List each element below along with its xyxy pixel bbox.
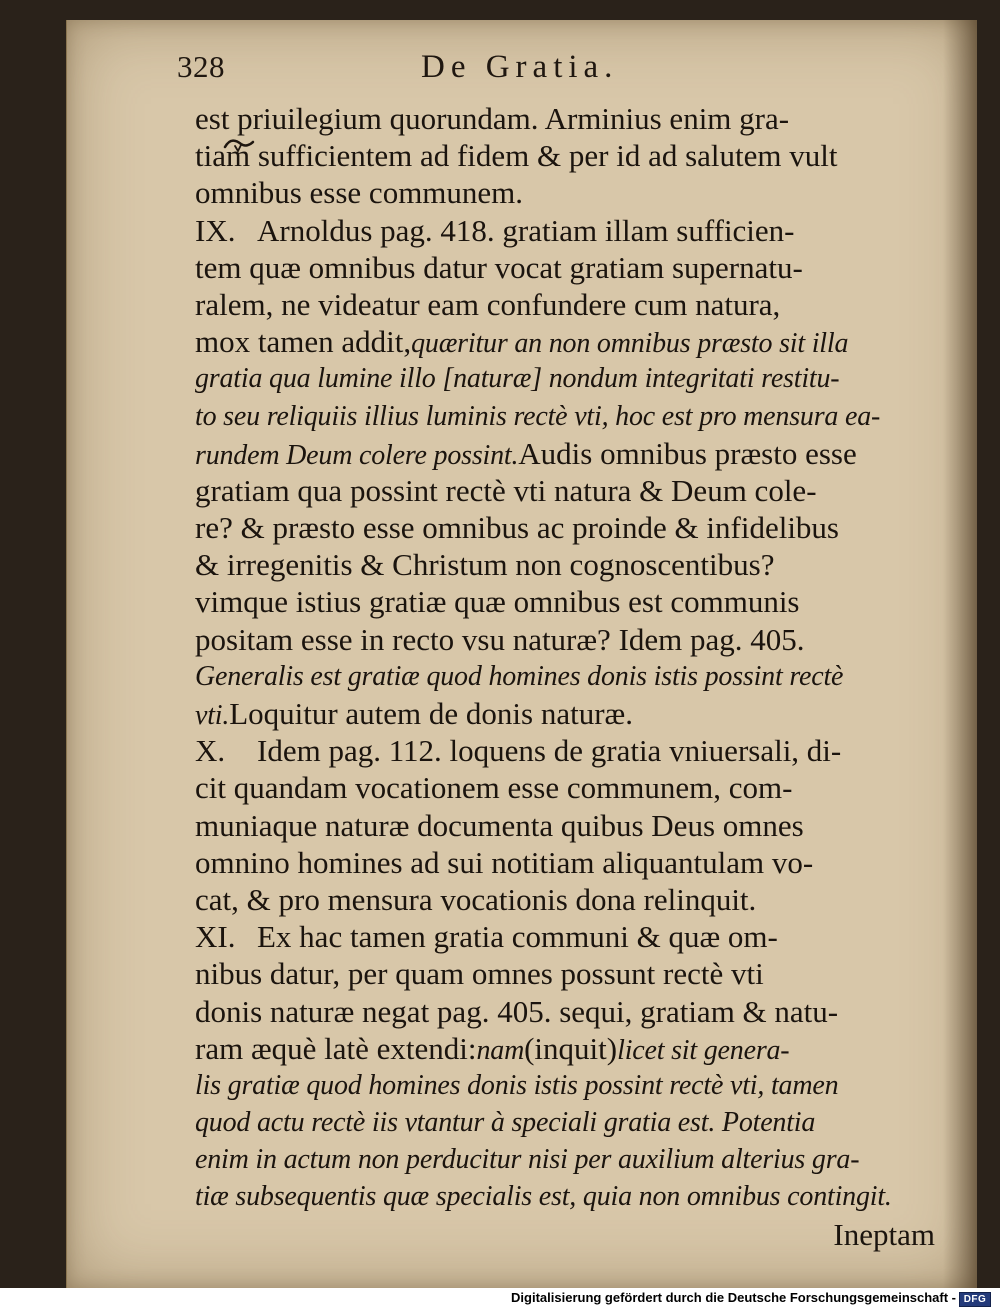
roman-text: Ex hac tamen gratia communi & quæ om- <box>257 919 778 955</box>
text-line <box>195 360 935 397</box>
text-line: muniaque naturæ documenta quibus Deus omnes <box>195 807 804 843</box>
text-line: nibus datur, per quam omnes possunt rectè vti <box>195 956 764 992</box>
roman-text: Idem pag. 112. loquens de gratia vniuersali, di- <box>257 733 842 769</box>
text-line: gratiam qua possint rectè vti natura & Deum cole- <box>195 472 817 508</box>
text-line <box>195 1178 935 1215</box>
roman-text: (inquit) <box>524 1030 618 1066</box>
digitization-footer <box>0 1288 1000 1311</box>
text-line: tem quæ omnibus datur vocat gratiam supernatu- <box>195 249 803 285</box>
roman-text: mox tamen addit, <box>195 324 412 360</box>
text-line <box>195 1067 935 1104</box>
text-line <box>195 398 935 435</box>
italic-quotation: licet sit genera- <box>617 1034 790 1066</box>
text-line <box>195 1104 935 1141</box>
roman-text: Audis omnibus præsto esse <box>518 435 857 471</box>
text-line <box>195 435 935 472</box>
text-line <box>195 1141 935 1178</box>
roman-text: Arnoldus pag. 418. gratiam illam sufficien- <box>257 212 795 248</box>
text-line <box>195 1030 935 1067</box>
text-line: cat, & pro mensura vocationis dona relinquit. <box>195 881 757 917</box>
section-numeral: X. <box>195 733 226 769</box>
text-line <box>195 212 935 249</box>
text-line <box>195 732 935 769</box>
page-text-block <box>195 100 935 1253</box>
text-line <box>195 1216 935 1253</box>
italic-quotation: quod actu rectè iis vtantur à speciali gratia est. Potentia <box>195 1107 816 1139</box>
footer-text: Digitalisierung gefördert durch die Deutsche Forschungsgemeinschaft - <box>511 1290 956 1305</box>
section-numeral: XI. <box>195 919 236 955</box>
text-line: positam esse in recto vsu naturæ? Idem pag. 405. <box>195 621 805 657</box>
text-line <box>195 658 935 695</box>
italic-quotation: to seu reliquiis illius luminis rectè vti, hoc est pro mensura ea- <box>195 400 881 432</box>
text-line: omnino homines ad sui notitiam aliquantulam vo- <box>195 844 814 880</box>
section-numeral: IX. <box>195 212 236 248</box>
page-header <box>177 49 827 93</box>
italic-quotation: gratia qua lumine illo [naturæ] nondum integritati restitu- <box>195 363 840 395</box>
italic-quotation: rundem Deum colere possint. <box>195 439 519 471</box>
page-number: 328 <box>177 49 225 84</box>
book-page <box>66 20 977 1288</box>
text-line <box>195 695 935 732</box>
text-line: re? & præsto esse omnibus ac proinde & infidelibus <box>195 510 839 546</box>
text-line: est priuilegium quorundam. Arminius enim gra- <box>195 101 790 136</box>
text-line: donis naturæ negat pag. 405. sequi, gratiam & natu- <box>195 993 839 1029</box>
italic-quotation: tiæ subsequentis quæ specialis est, quia non omnibus contingit. <box>195 1181 892 1213</box>
text-line: ralem, ne videatur eam confundere cum natura, <box>195 286 781 322</box>
text-line: & irregenitis & Christum non cognoscentibus? <box>195 547 775 583</box>
text-line: cit quandam vocationem esse communem, com- <box>195 770 793 806</box>
text-line <box>195 918 935 955</box>
text-line: omnibus esse communem. <box>195 175 524 211</box>
catchword: Ineptam <box>833 1216 935 1252</box>
dfg-logo: DFG <box>959 1292 991 1307</box>
italic-quotation: nam <box>476 1034 525 1066</box>
italic-quotation: vti. <box>195 700 230 731</box>
text-line: vimque istius gratiæ quæ omnibus est communis <box>195 584 800 620</box>
italic-quotation: Generalis est gratiæ quod homines donis istis possint rectè <box>195 660 844 692</box>
text-line <box>195 323 935 360</box>
roman-text: Loquitur autem de donis naturæ. <box>229 696 633 731</box>
italic-quotation: lis gratiæ quod homines donis istis possint rectè vti, tamen <box>195 1069 839 1101</box>
gutter-shadow <box>943 20 977 1288</box>
running-title: De Gratia. <box>421 49 619 85</box>
italic-quotation: enim in actum non perducitur nisi per auxilium alterius gra- <box>195 1144 860 1176</box>
text-line: tiam sufficientem ad fidem & per id ad salutem vult <box>195 138 838 174</box>
italic-quotation: quæritur an non omnibus præsto sit illa <box>411 328 849 360</box>
roman-text: ram æquè latè extendi: <box>195 1030 477 1066</box>
